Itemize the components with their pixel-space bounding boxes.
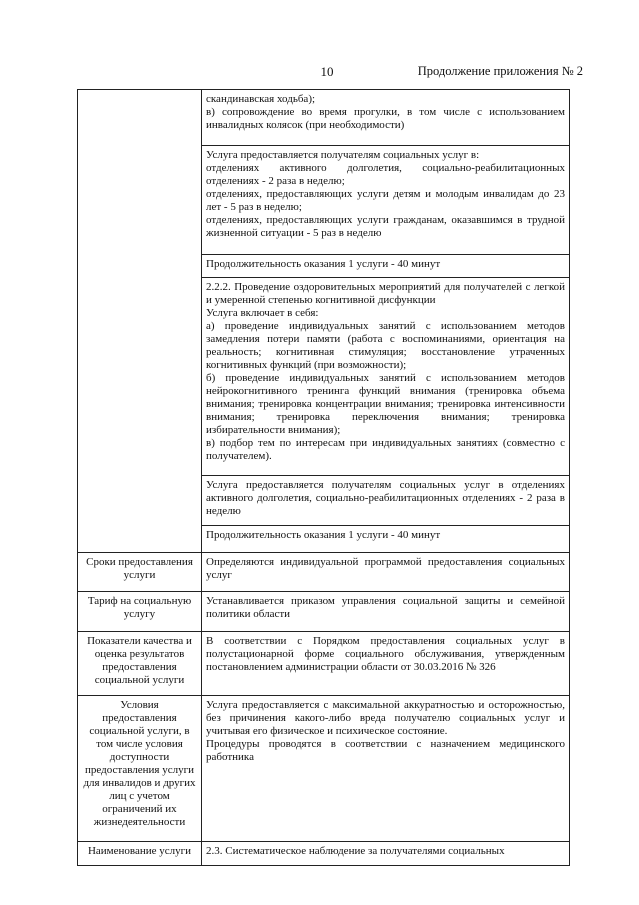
paragraph: скандинавская ходьба); [206, 93, 316, 105]
label-cell: Условия предоставления социальной услуги, в том числе условия доступности предоставления услуги для инвалидов и других лиц с учетом ограничений их жизнедеятельности [78, 696, 202, 842]
content-cell [202, 696, 570, 842]
table-row [78, 90, 570, 146]
service-table [77, 89, 570, 866]
paragraph: Продолжительность оказания 1 услуги - 40 минут [206, 258, 441, 270]
paragraph: в) сопровождение во время прогулки, в том числе с использованием инвалидных колясок (при необходимости) [206, 106, 565, 131]
content-cell: 2.3. Систематическое наблюдение за получателями социальных [202, 842, 570, 866]
table-row [78, 632, 570, 696]
paragraph: отделениях, предоставляющих услуги гражданам, оказавшимся в трудной жизненной ситуации - 5 раз в неделю [206, 214, 565, 239]
content-cell: Определяются индивидуальной программой предоставления социальных услуг [202, 553, 570, 592]
paragraph: Услуга предоставляется с максимальной аккуратностью и осторожностью, без причинения какого-либо вреда получателю социальных услуг и учитывая его физическое и психическое состояние. [206, 699, 565, 737]
content-cell [202, 255, 570, 278]
content-cell [202, 278, 570, 476]
table-row [78, 696, 570, 842]
label-cell: Наименование услуги [78, 842, 202, 866]
content-cell [202, 476, 570, 526]
paragraph: а) проведение индивидуальных занятий с использованием методов замедления потери памяти (работа с воспоминаниями, ориентация на реальность; когнитивная стимуляция; восстановление утраченных когнитивных функций (при возможности); [206, 320, 565, 371]
paragraph: Услуга включает в себя: [206, 307, 319, 319]
paragraph: Процедуры проводятся в соответствии с назначением медицинского работника [206, 738, 565, 763]
label-cell: Тариф на социальную услугу [78, 592, 202, 632]
paragraph: Услуга предоставляется получателям социальных услуг в отделениях активного долголетия, социально-реабилитационных отделениях - 2 раза в неделю [206, 479, 565, 517]
table-row [78, 553, 570, 592]
paragraph: Продолжительность оказания 1 услуги - 40 минут [206, 529, 441, 541]
content-cell: В соответствии с Порядком предоставления социальных услуг в полустационарной форме социального обслуживания, утвержденным постановлением администрации области от 30.03.2016 № 326 [202, 632, 570, 696]
paragraph: Услуга предоставляется получателям социальных услуг в: [206, 149, 480, 161]
label-cell: Сроки предоставления услуги [78, 553, 202, 592]
content-cell: Устанавливается приказом управления социальной защиты и семейной политики области [202, 592, 570, 632]
content-cell [202, 526, 570, 553]
content-cell [202, 90, 570, 146]
table-row [78, 842, 570, 866]
paragraph: 2.2.2. Проведение оздоровительных мероприятий для получателей с легкой и умеренной степенью когнитивной дисфункции [206, 281, 565, 306]
table-row [78, 592, 570, 632]
continuation-note: Продолжение приложения № 2 [417, 64, 583, 78]
paragraph: отделениях, предоставляющих услуги детям и молодым инвалидам до 23 лет - 5 раз в неделю; [206, 188, 565, 213]
label-cell: Показатели качества и оценка результатов предоставления социальной услуги [78, 632, 202, 696]
paragraph: в) подбор тем по интересам при индивидуальных занятиях (совместно с получателем). [206, 437, 565, 462]
page-number: 10 [320, 64, 334, 79]
content-cell [202, 146, 570, 255]
paragraph: отделениях активного долголетия, социально-реабилитационных отделениях - 2 раза в неделю; [206, 162, 565, 187]
label-cell-empty [78, 90, 202, 553]
paragraph: б) проведение индивидуальных занятий с использованием методов нейрокогнитивного тренинга функций внимания (тренировка объема внимания; тренировка концентрации внимания; тренировка интенсивности внимания; тренировка переключения внимания; тренировка избирательности внимания); [206, 372, 565, 436]
